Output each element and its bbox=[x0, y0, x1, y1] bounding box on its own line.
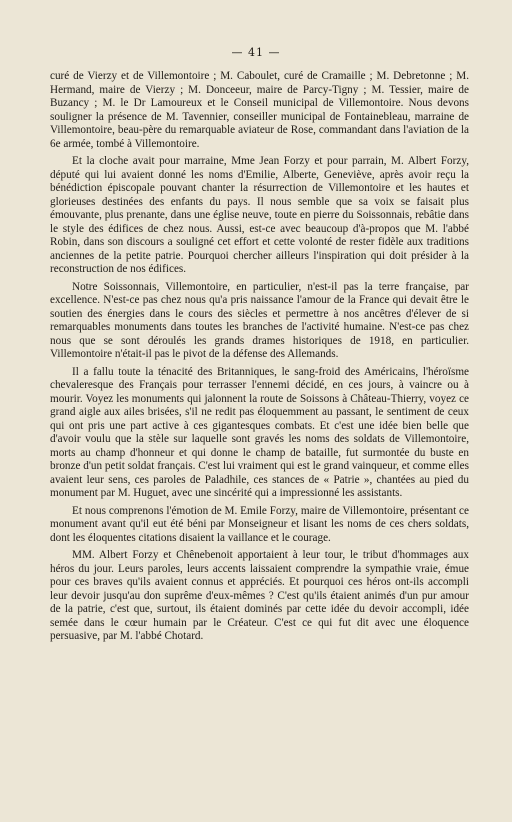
body-text bbox=[50, 70, 469, 644]
page-number: — 41 — bbox=[231, 46, 281, 59]
paragraph-6: MM. Albert Forzy et Chênebenoit apportaient à leur tour, le tribut d'hommages aux héros du jour. Leurs paroles, leurs accents laissaient comprendre la sympathie vraie, émue pour ces braves qu'ils avaient connus et appréciés. Et pourquoi ces héros ont-ils accompli leur devoir jusqu'au don suprême d'eux-mêmes ? C'est qu'ils étaient animés d'un pur amour de la patrie, c'est que, surtout, ils étaient dominés par cette idée du devoir accompli, idée semée dans le cœur humain par le Créateur. C'est ce qui fut dit avec une éloquence persuasive, par M. l'abbé Chotard. bbox=[50, 549, 469, 642]
paragraph-4: Il a fallu toute la ténacité des Britanniques, le sang-froid des Américains, l'héroïsme chevaleresque des Français pour terrasser l'ennemi décidé, en ces jours, à vaincre ou à mourir. Voyez les monuments qui jalonnent la route de Soissons à Château-Thierry, voyez ce grand aigle aux ailes brisées, s'il ne redit pas éloquemment au passant, le sentiment de ceux qui ont pris une part active à ces gigantesques combats. Et c'est une idée bien belle que d'avoir voulu que la stèle sur laquelle sont gravés les noms des soldats de Villemontoire, morts au champ d'honneur et qui donne le champ de bataille, fut surmontée du buste en bronze d'un petit soldat français. C'est lui vraiment qui est le grand vainqueur, et comme elles avaient leur sens, ces paroles de Paladhile, ces stances de « Patrie », chantées au pied du monument par M. Huguet, avec une sincérité qui a impressionné les assistants. bbox=[50, 365, 469, 499]
paragraph-1: curé de Vierzy et de Villemontoire ; M. Caboulet, curé de Cramaille ; M. Debretonne ; M. Hermand, maire de Vierzy ; M. Donceeur, maire de Parcy-Tigny ; M. Tessier, maire de Buzancy ; M. le Dr Lamoureux et le Conseil municipal de Villemontoire. Nous devons souligner la présence de M. Tavennier, conseiller municipal de Fontainebleau, marraine de Villemontoire, beau-père du remarquable aviateur de Rose, commandant dans l'aviation de la 6e armée, tombé à Villemontoire. bbox=[50, 70, 469, 150]
paragraph-3: Notre Soissonnais, Villemontoire, en particulier, n'est-il pas la terre française, par excellence. N'est-ce pas chez nous qu'a pris naissance l'amour de la France qui devait être le soutien des énergies dans le cours des siècles et permettre à nos ancêtres d'élever de si remarquables monuments dans toutes les branches de l'activité humaine. N'est-ce pas chez nous que se sont déroulés les grands drames historiques de 1918, en particulier. Villemontoire n'était-il pas le pivot de la défense des Allemands. bbox=[50, 280, 469, 360]
paragraph-5: Et nous comprenons l'émotion de M. Emile Forzy, maire de Villemontoire, présentant ce monument avant qu'il eut été béni par Monseigneur et lisant les noms de ces chers soldats, dont les éloquentes citations disaient la vaillance et le courage. bbox=[50, 504, 469, 544]
paragraph-2: Et la cloche avait pour marraine, Mme Jean Forzy et pour parrain, M. Albert Forzy, député qui lui avaient donné les noms d'Emilie, Alberte, Geneviève, après avoir reçu la bénédiction épiscopale pouvant chanter la résurrection de Villemontoire et les hautes et glorieuses destinées des enfants du pays. Il nous semble que sa voix se faisait plus émouvante, plus prenante, dans une église neuve, toute en pierre du Soissonnais, rebâtie dans le style des édifices de chez nous. Aussi, est-ce avec beaucoup d'à-propos que M. l'abbé Robin, dans son discours a souligné cet effort et cette volonté de rester fidèle aux traditions anciennes de la petite patrie. Pourquoi chercher ailleurs l'inspiration qui doit présider à la reconstruction de nos édifices. bbox=[50, 155, 469, 275]
